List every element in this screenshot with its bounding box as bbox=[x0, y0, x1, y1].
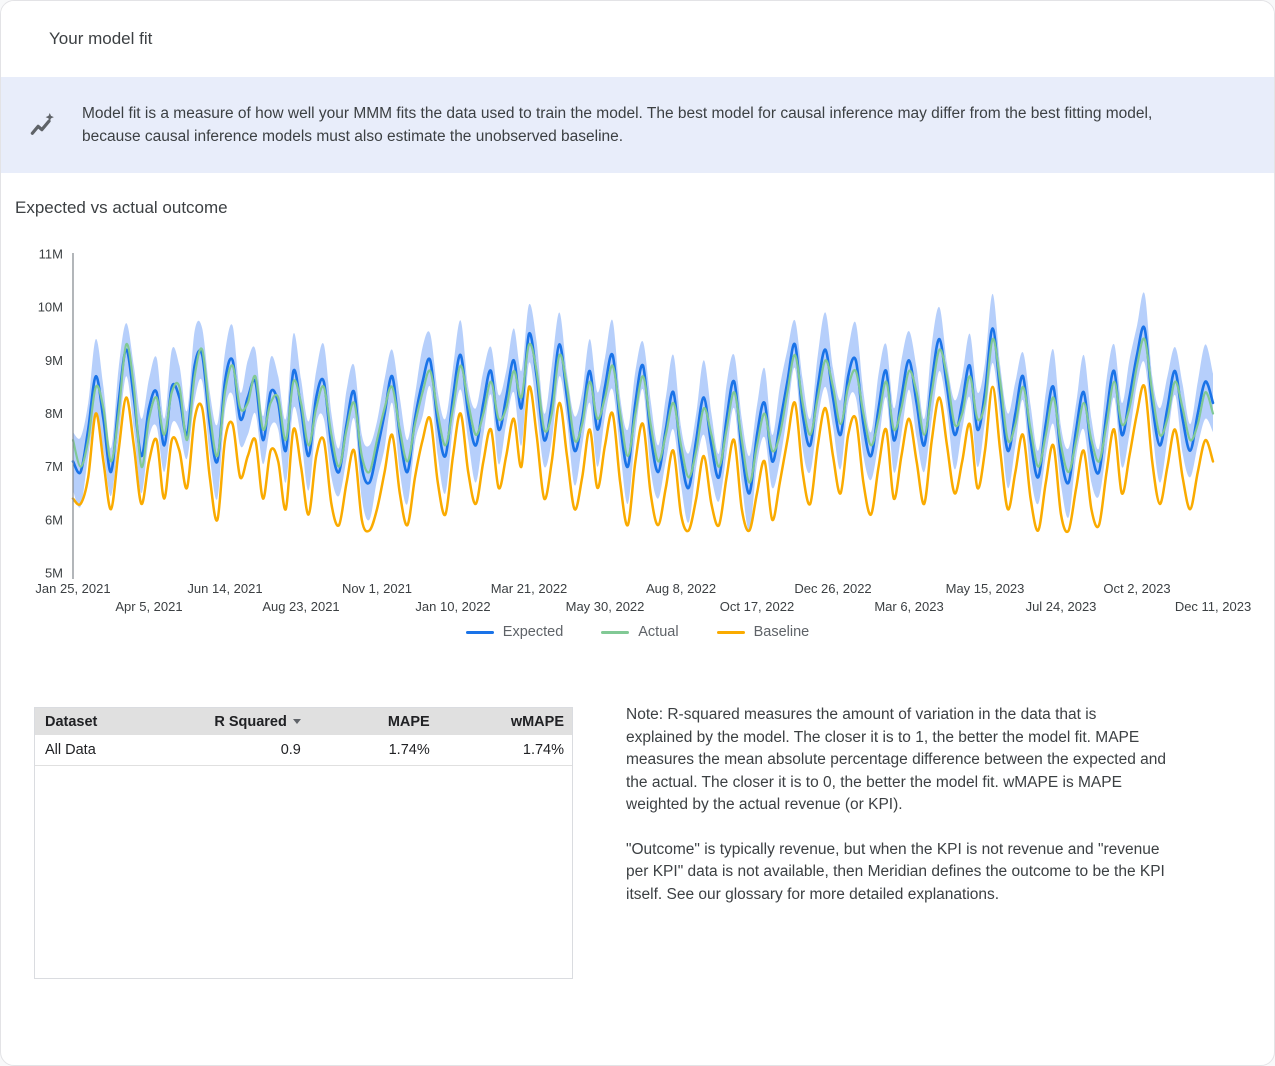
header-r-squared[interactable]: R Squared bbox=[169, 708, 309, 735]
x-axis-label: Aug 23, 2021 bbox=[262, 599, 340, 614]
y-axis-label: 11M bbox=[38, 246, 63, 262]
info-banner bbox=[1, 77, 1274, 173]
page-title: Your model fit bbox=[49, 29, 153, 48]
x-axis-label: Dec 26, 2022 bbox=[794, 581, 872, 596]
legend-label: Baseline bbox=[753, 624, 810, 640]
header-mape[interactable]: MAPE bbox=[309, 708, 438, 735]
legend-swatch-baseline bbox=[717, 631, 745, 634]
x-axis-label: Jan 25, 2021 bbox=[35, 581, 111, 596]
x-axis-label: Dec 11, 2023 bbox=[1174, 599, 1252, 614]
cell-r-squared: 0.9 bbox=[169, 735, 309, 765]
header-dataset[interactable]: Dataset bbox=[35, 708, 169, 735]
legend-label: Expected bbox=[502, 624, 564, 640]
x-axis-label: Jul 24, 2023 bbox=[1025, 599, 1097, 614]
expected-vs-actual-chart bbox=[17, 241, 1260, 619]
insights-icon bbox=[28, 110, 58, 140]
cell-dataset: All Data bbox=[35, 735, 169, 765]
legend-label: Actual bbox=[638, 624, 679, 640]
x-axis-label: Apr 5, 2021 bbox=[115, 599, 183, 614]
table-row bbox=[35, 735, 572, 765]
x-axis-label: May 30, 2022 bbox=[565, 599, 645, 614]
x-axis-label: Oct 17, 2022 bbox=[719, 599, 795, 614]
legend-swatch-expected bbox=[466, 631, 494, 634]
note-paragraph-2: "Outcome" is typically revenue, but when the KPI is not revenue and "revenue per KPI" data is not available, then Meridian defines the outcome to be the KPI itself. See our glossary for more detailed explanations. bbox=[626, 840, 1165, 903]
legend-swatch-actual bbox=[601, 631, 629, 634]
x-axis-label: Mar 21, 2022 bbox=[490, 581, 568, 596]
x-axis-label: May 15, 2023 bbox=[945, 581, 1025, 596]
legend-item-actual[interactable] bbox=[601, 624, 678, 640]
legend-item-expected[interactable] bbox=[466, 624, 563, 640]
legend-item-baseline[interactable] bbox=[717, 624, 810, 640]
x-axis-label: Aug 8, 2022 bbox=[645, 581, 717, 596]
chart-legend bbox=[1, 624, 1274, 640]
section-title: Expected vs actual outcome bbox=[15, 198, 228, 217]
x-axis-label: Nov 1, 2021 bbox=[341, 581, 413, 596]
x-axis-label: Jan 10, 2022 bbox=[415, 599, 491, 614]
y-axis-label: 5M bbox=[44, 565, 63, 581]
header-wmape[interactable]: wMAPE bbox=[438, 708, 572, 735]
model-fit-table bbox=[35, 708, 572, 766]
x-axis-label: Jun 14, 2021 bbox=[187, 581, 263, 596]
y-axis-label: 9M bbox=[44, 352, 63, 368]
note-paragraph-1: Note: R-squared measures the amount of variation in the data that is explained by the model. The closer it is to 1, the better the model fit. MAPE measures the mean absolute percentage difference between the expected and the actual. The closer it is to 0, the better the model fit. wMAPE is MAPE weighted by the actual revenue (or KPI). bbox=[626, 706, 1167, 813]
y-axis-label: 7M bbox=[44, 459, 63, 475]
cell-wmape: 1.74% bbox=[438, 735, 572, 765]
note-text bbox=[626, 704, 1166, 906]
y-axis-label: 6M bbox=[44, 512, 63, 528]
table-header-row bbox=[35, 708, 572, 735]
x-axis-label: Oct 2, 2023 bbox=[1103, 581, 1171, 596]
model-fit-table-container bbox=[34, 707, 573, 979]
x-axis-label: Mar 6, 2023 bbox=[874, 599, 944, 614]
y-axis-label: 8M bbox=[44, 406, 63, 421]
chart-canvas bbox=[17, 241, 1260, 619]
banner-text: Model fit is a measure of how well your MMM fits the data used to train the model. The best model for causal inference may differ from the best fitting model, because causal inference models must also estimate the unobserved baseline. bbox=[82, 105, 1153, 145]
y-axis-label: 10M bbox=[37, 299, 63, 315]
cell-mape: 1.74% bbox=[309, 735, 438, 765]
page-header bbox=[1, 1, 1274, 77]
sort-descending-icon bbox=[293, 719, 301, 724]
